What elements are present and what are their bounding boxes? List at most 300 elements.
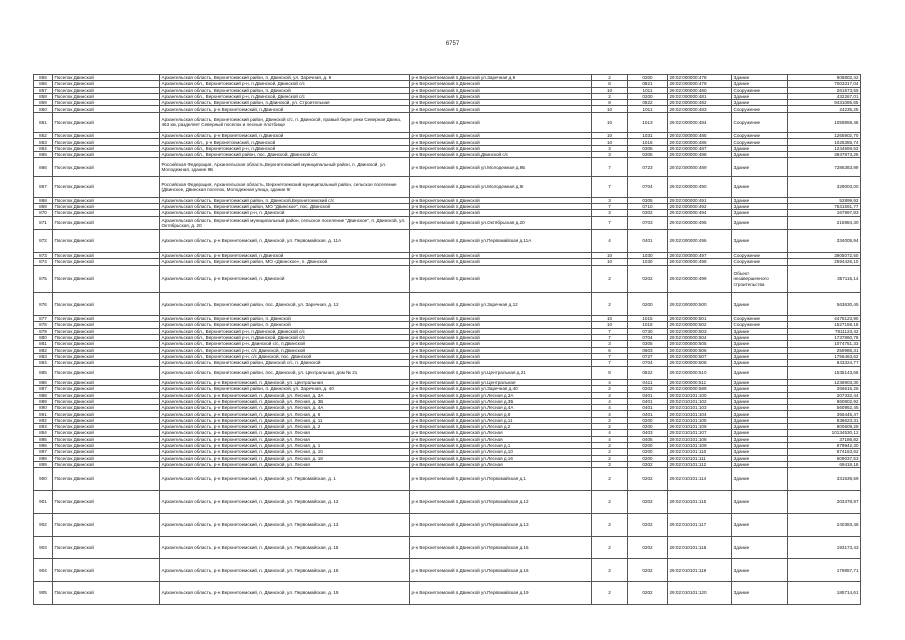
class-code: 0200 [628,442,668,448]
cadastral-number: 29:02:000000:489 [668,158,732,177]
class-code: 0704 [628,177,668,197]
full-address: Архангельская область, р-н Верхнетоемский, п. Двинской, ул. Первомайская, д. 11А [160,230,410,253]
owner-name: Поселок Двинской [53,341,160,347]
object-type: Здание [732,230,788,253]
full-address: Архангельская область, р-н Верхнетоемский, п. Двинской, ул. Первомайская, д. 12 [160,490,410,513]
short-address: р-н Верхнетоемский п.Двинской ул.Лесная д.10 [410,449,592,455]
short-address: р-н Верхнетоемский п.Двинской ул.Заречная д.12 [410,293,592,316]
cadastral-number: 29:02:000000:480 [668,87,732,93]
cadastral-number: 29:02:000000:495 [668,216,732,230]
cadastral-value: 1535143,66 [788,366,861,380]
cadastral-value: 906802,42 [788,75,861,81]
full-address: Архангельская область, Верхнетоемский муниципальный район, сельское поселение "Двинское", п. Двинской, ул. Октябрьская, д. 20 [160,216,410,230]
object-type: Здание [732,210,788,216]
object-type: Здание [732,411,788,417]
short-address: р-н Верхнетоемский п.Двинской ул.Заречная д.40 [410,386,592,392]
owner-name: Поселок Двинской [53,87,160,93]
cadastral-value: 7286383,99 [788,158,861,177]
row-number: 856 [34,81,53,87]
row-number: 890 [34,405,53,411]
full-address: Архангельская область, Верхнетоемский р-н, п. Двинской [160,210,410,216]
class-code: 1030 [628,252,668,258]
class-code: 0202 [628,582,668,605]
full-address: Архангельская область, р-н Верхнетоемский, п. Двинской, ул. Первомайская, д. 1 [160,468,410,491]
cadastral-value: 1236903,30 [788,380,861,386]
class-code: 0730 [628,328,668,334]
class-code: 0202 [628,536,668,559]
class-group: 4 [592,405,628,411]
cadastral-number: 29:02:010101:112 [668,461,732,467]
class-group: 7 [592,216,628,230]
object-type: Сооружение [732,87,788,93]
cadastral-number: 29:02:000000:502 [668,322,732,328]
class-code: 0202 [628,468,668,491]
object-type: Здание [732,328,788,334]
row-number: 891 [34,411,53,417]
class-group: 10 [592,106,628,112]
short-address: р-н Верхнетоемский п.Двинской [410,335,592,341]
short-address: р-н Верхнетоемский п.Двинской ул.Лесная д.16 [410,455,592,461]
object-type: Объект незавершенного строительства [732,265,788,293]
cadastral-number: 29:02:000000:499 [668,265,732,293]
class-group: 2 [592,468,628,491]
cadastral-value: 7003317,04 [788,81,861,87]
cadastral-value: 838623,31 [788,417,861,423]
row-number: 892 [34,417,53,423]
object-type: Здание [732,360,788,366]
owner-name: Поселок Двинской [53,106,160,112]
cadastral-number: 29:02:000000:503 [668,328,732,334]
class-group: 7 [592,360,628,366]
table-row [34,536,861,559]
table-row [34,468,861,491]
owner-name: Поселок Двинской [53,436,160,442]
short-address: р-н Верхнетоемский п.Двинской ул.Лесная [410,461,592,467]
cadastral-value: 9431085,65 [788,100,861,106]
class-code: 0202 [628,265,668,293]
class-code: 0305 [628,341,668,347]
row-number: 883 [34,353,53,359]
cadastral-number: 29:02:000000:487 [668,145,732,151]
row-number: 864 [34,145,53,151]
cadastral-value: 1265902,70 [788,133,861,139]
object-type: Сооружение [732,316,788,322]
owner-name: Поселок Двинской [53,455,160,461]
owner-name: Поселок Двинской [53,392,160,398]
owner-name: Поселок Двинской [53,468,160,491]
full-address: Архангельская область, р-н Верхнетоемский, п. Двинской, ул. Лесная, д. 11 [160,417,410,423]
row-number: 884 [34,360,53,366]
cadastral-value: 261573,55 [788,87,861,93]
short-address: р-н Верхнетоемский п.Двинской [410,139,592,145]
full-address: Архангельская область, р-н Верхнетоемский, п. Двинской, ул. Лесная, д. 3Б [160,398,410,404]
class-code: 1015 [628,316,668,322]
class-code: 0401 [628,230,668,253]
cadastral-number: 29:02:010101:103 [668,405,732,411]
short-address: р-н Верхнетоемский п.Двинской ул.Первомайская д.11А [410,230,592,253]
cadastral-number: 29:02:010101:111 [668,455,732,461]
object-type: Здание [732,417,788,423]
table-body [34,75,861,605]
row-number: 900 [34,468,53,491]
short-address: р-н Верхнетоемский п.Двинской ул.Первомайская д.16 [410,559,592,582]
class-code: 0401 [628,405,668,411]
class-group: 4 [592,398,628,404]
cadastral-value: 207332,44 [788,392,861,398]
owner-name: Поселок Двинской [53,259,160,265]
cadastral-value: 1059859,46 [788,112,861,132]
owner-name: Поселок Двинской [53,100,160,106]
class-group: 2 [592,513,628,536]
object-type: Здание [732,93,788,99]
owner-name: Поселок Двинской [53,449,160,455]
row-number: 881 [34,341,53,347]
owner-name: Поселок Двинской [53,210,160,216]
full-address: Архангельская обл., Верхнетоемский р-н, с/с Двинской, п.Двинской [160,347,410,353]
cadastral-value: 2594426,10 [788,259,861,265]
full-address: Архангельская область, р-н Верхнетоемский, п. Двинской, ул. Лесная, д. 2 [160,424,410,430]
cadastral-value: 3905072,50 [788,252,861,258]
cadastral-value: 331639,59 [788,468,861,491]
owner-name: Поселок Двинской [53,398,160,404]
full-address: Архангельская область, р-н Верхнетоемский, п. Двинской, ул. Первомайская, д. 15 [160,536,410,559]
row-number: 898 [34,455,53,461]
class-code: 0401 [628,411,668,417]
object-type: Здание [732,293,788,316]
full-address: Архангельская область, р-н Верхнетоемский, п. Двинской, ул. Лесная, д. 1 [160,442,410,448]
class-code: 0200 [628,417,668,423]
class-group: 3 [592,341,628,347]
cadastral-number: 29:02:000000:481 [668,93,732,99]
row-number: 867 [34,177,53,197]
class-group: 7 [592,335,628,341]
class-group: 10 [592,133,628,139]
class-group: 4 [592,436,628,442]
row-number: 889 [34,398,53,404]
cadastral-value: 1244559,53 [788,145,861,151]
cadastral-value: 193173,43 [788,536,861,559]
object-type: Здание [732,455,788,461]
row-number: 879 [34,328,53,334]
cadastral-value: 52899,93 [788,197,861,203]
cadastral-number: 29:02:010101:106 [668,424,732,430]
cadastral-number: 29:02:000000:589 [668,386,732,392]
cadastral-number: 29:02:000000:508 [668,360,732,366]
cadastral-value: 357115,14 [788,265,861,293]
cadastral-number: 29:02:000000:482 [668,100,732,106]
class-group: 10 [592,139,628,145]
object-type: Здание [732,513,788,536]
object-type: Сооружение [732,139,788,145]
class-group: 2 [592,75,628,81]
class-code: 0200 [628,424,668,430]
object-type: Здание [732,177,788,197]
full-address: Архангельская область, р-н Верхнетоемский, п. Двинской, ул. Лесная, д. 4А [160,405,410,411]
object-type: Сооружение [732,106,788,112]
class-code: 0200 [628,75,668,81]
table-row [34,366,861,380]
owner-name: Поселок Двинской [53,430,160,436]
object-type: Здание [732,430,788,436]
class-group: 3 [592,210,628,216]
full-address: Архангельская область, Верхнетоемский район, п.Двинской, ул. Строительная [160,100,410,106]
table-row [34,582,861,605]
cadastral-value: 203478,97 [788,490,861,513]
class-group: 2 [592,536,628,559]
owner-name: Поселок Двинской [53,316,160,322]
cadastral-number: 29:02:010101:115 [668,490,732,513]
full-address: Архангельская обл., Верхнетоемский р-н, п.Двинской, Двинской с/с [160,335,410,341]
short-address: р-н Верхнетоемский п.Двинской [410,316,592,322]
owner-name: Поселок Двинской [53,197,160,203]
row-number: 874 [34,259,53,265]
short-address: р-н Верхнетоемский п.Двинской [410,93,592,99]
owner-name: Поселок Двинской [53,386,160,392]
cadastral-number: 29:02:000000:478 [668,75,732,81]
cadastral-value: 609037,63 [788,455,861,461]
cadastral-value: 800609,28 [788,424,861,430]
row-number: 866 [34,158,53,177]
cadastral-value: 1025355,74 [788,139,861,145]
owner-name: Поселок Двинской [53,417,160,423]
full-address: Архангельская область, р-н Верхнетоемский, п. Двинской, ул. Лесная [160,461,410,467]
class-code: 0302 [628,210,668,216]
object-type: Здание [732,405,788,411]
short-address: р-н Верхнетоемский п.Двинской ул.Молодежная д.9г [410,177,592,197]
row-number: 902 [34,513,53,536]
full-address: Архангельская обл., Верхнетоемский р-н, Двинской с/с, п.Двинской [160,341,410,347]
row-number: 880 [34,335,53,341]
object-type: Здание [732,216,788,230]
row-number: 858 [34,93,53,99]
class-code: 0200 [628,93,668,99]
short-address: р-н Верхнетоемский п.Двинской [410,341,592,347]
short-address: р-н Верхнетоемский п.Двинской [410,204,592,210]
short-address: р-н Верхнетоемский п.Двинской [410,87,592,93]
class-group: 2 [592,424,628,430]
class-code: 0401 [628,398,668,404]
class-group: 2 [592,559,628,582]
cadastral-value: 874163,62 [788,449,861,455]
owner-name: Поселок Двинской [53,81,160,87]
row-number: 899 [34,461,53,467]
cadastral-value: 1527158,18 [788,322,861,328]
object-type: Сооружение [732,133,788,139]
class-code: 0821 [628,81,668,87]
row-number: 878 [34,322,53,328]
full-address: Архангельская область, Верхнетоемский район, пос. Двинской, ул. Заречная, д. 12 [160,293,410,316]
short-address: р-н Верхнетоемский п.Двинской ул.Лесная [410,436,592,442]
cadastral-number: 29:02:000000:494 [668,210,732,216]
class-code: 0704 [628,360,668,366]
row-number: 893 [34,424,53,430]
short-address: р-н Верхнетоемский п.Двинской [410,133,592,139]
object-type: Сооружение [732,252,788,258]
row-number: 870 [34,210,53,216]
class-code: 0704 [628,335,668,341]
class-group: 2 [592,93,628,99]
full-address: Архангельская область, Верхнетоемский район, пос. Двинской, ул. Центральная, дом № 21 [160,366,410,380]
class-code: 0305 [628,152,668,158]
class-code: 0302 [628,461,668,467]
row-number: 868 [34,197,53,203]
cadastral-number: 29:02:010101:108 [668,436,732,442]
owner-name: Поселок Двинской [53,112,160,132]
full-address: Российская Федерация, Архангельская область, Верхнетоемский муниципальный район, сельское поселение (Двинское, Двинская поселок, Молодежная улица, здание 9г [160,177,410,197]
cadastral-value: 329003,00 [788,177,861,197]
table-row [34,559,861,582]
row-number: 872 [34,230,53,253]
object-type: Здание [732,392,788,398]
class-group: 2 [592,293,628,316]
short-address: р-н Верхнетоемский п.Двинской [410,265,592,293]
full-address: Архангельская область, Верхнетоемский район, п. Двинской,Верхнетоемский с/с [160,197,410,203]
owner-name: Поселок Двинской [53,490,160,513]
class-code: 0200 [628,293,668,316]
class-group: 10 [592,316,628,322]
class-group: 7 [592,353,628,359]
class-code: 0703 [628,216,668,230]
cadastral-value: 1737860,78 [788,335,861,341]
cadastral-value: 24235,25 [788,106,861,112]
cadastral-number: 29:02:000000:500 [668,293,732,316]
full-address: Архангельская обл., Верхнетоемский р-н, п.Двинской, Двинской с/с [160,81,410,87]
row-number: 895 [34,436,53,442]
row-number: 887 [34,386,53,392]
table-row [34,230,861,253]
object-type: Здание [732,398,788,404]
full-address: Архангельская область, р-н Верхнетоемский, п. Двинской, ул. Первомайская, д. 19 [160,582,410,605]
class-group: 10 [592,112,628,132]
full-address: Архангельская область, Верхнетоемский район, п. Двинской [160,87,410,93]
class-code: 0723 [628,158,668,177]
short-address: р-н Верхнетоемский п.Двинской [410,100,592,106]
full-address: Архангельская область, р-н Верхнетоемский, п. Двинской [160,265,410,293]
class-code: 1030 [628,259,668,265]
short-address: р-н Верхнетоемский п.Двинской,Двинской с/с [410,152,592,158]
object-type: Здание [732,461,788,467]
row-number: 871 [34,216,53,230]
owner-name: Поселок Двинской [53,353,160,359]
short-address: р-н Верхнетоемский п.Двинской ул.Октябрьская д.20 [410,216,592,230]
object-type: Здание [732,559,788,582]
short-address: р-н Верхнетоемский п.Двинской [410,322,592,328]
owner-name: Поселок Двинской [53,204,160,210]
class-code: 0822 [628,366,668,380]
owner-name: Поселок Двинской [53,145,160,151]
full-address: Архангельская область, р-н Верхнетоемский, п. Двинской, ул. Центральная [160,380,410,386]
cadastral-value: 185714,61 [788,582,861,605]
owner-name: Поселок Двинской [53,360,160,366]
short-address: р-н Верхнетоемский п.Двинской ул.Лесная [410,430,592,436]
class-group: 8 [592,81,628,87]
row-number: 894 [34,430,53,436]
class-code: 0305 [628,197,668,203]
class-group: 7 [592,158,628,177]
class-group: 3 [592,461,628,467]
cadastral-number: 29:02:010101:104 [668,411,732,417]
cadastral-number: 29:02:000000:484 [668,112,732,132]
row-number: 877 [34,316,53,322]
class-code: 0202 [628,559,668,582]
row-number: 855 [34,75,53,81]
class-code: 0200 [628,449,668,455]
short-address: р-н Верхнетоемский п.Двинской ул.Первомайская д.1 [410,468,592,491]
full-address: Архангельская область, р-н Верхнетоемский, п. Двинской, ул. Первомайская, д. 16 [160,559,410,582]
row-number: 865 [34,152,53,158]
owner-name: Поселок Двинской [53,322,160,328]
short-address: р-н Верхнетоемский п.Двинской [410,252,592,258]
full-address: Архангельская область, Верхнетоемский район, п. Двинской [160,322,410,328]
cadastral-value: 240383,46 [788,513,861,536]
cadastral-number: 29:02:010101:109 [668,442,732,448]
owner-name: Поселок Двинской [53,559,160,582]
class-code: 1011 [628,106,668,112]
object-type: Здание [732,424,788,430]
class-group: 8 [592,100,628,106]
cadastral-number: 29:02:010101:119 [668,559,732,582]
owner-name: Поселок Двинской [53,252,160,258]
full-address: Архангельская область, р-н Верхнетоемский, п. Двинской, ул. Лесная [160,436,410,442]
short-address: р-н Верхнетоемский п.Двинской [410,328,592,334]
cadastral-value: 69418,18 [788,461,861,467]
short-address: р-н Верхнетоемский п.Двинской [410,197,592,203]
cadastral-number: 29:02:010101:114 [668,468,732,491]
cadastral-value: 37186,82 [788,436,861,442]
row-number: 873 [34,252,53,258]
cadastral-value: 563630,45 [788,293,861,316]
table-row [34,112,861,132]
class-group: 4 [592,230,628,253]
cadastral-value: 7811123,42 [788,328,861,334]
class-code: 0822 [628,100,668,106]
table-row [34,490,861,513]
object-type: Здание [732,536,788,559]
full-address: Архангельская область, р-н Верхнетоемский, п. Двинской, ул. Лесная, д. 18 [160,455,410,461]
cadastral-number: 29:02:010101:107 [668,430,732,436]
owner-name: Поселок Двинской [53,158,160,177]
object-type: Здание [732,380,788,386]
cadastral-number: 29:02:000000:490 [668,177,732,197]
class-code: 1016 [628,139,668,145]
full-address: Архангельская область, р-н Верхнетоемский, п.Двинской [160,133,410,139]
object-type: Здание [732,582,788,605]
class-group: 7 [592,177,628,197]
class-group: 3 [592,197,628,203]
full-address: Архангельская область, р-н Верхнетоемский, п. Двинской, ул. Первомайская, д. 13 [160,513,410,536]
short-address: р-н Верхнетоемский п.Двинской [410,145,592,151]
object-type: Сооружение [732,259,788,265]
class-code: 0202 [628,513,668,536]
page-number: 6757 [445,41,460,47]
object-type: Здание [732,152,788,158]
class-group: 8 [592,366,628,380]
class-group: 2 [592,582,628,605]
cadastral-number: 29:02:000000:496 [668,230,732,253]
owner-name: Поселок Двинской [53,75,160,81]
class-group: 2 [592,442,628,448]
cadastral-value: 259986,31 [788,347,861,353]
owner-name: Поселок Двинской [53,293,160,316]
class-code: 0727 [628,353,668,359]
cadastral-number: 29:02:000000:501 [668,316,732,322]
object-type: Здание [732,204,788,210]
full-address: Архангельская область, р-н Верхнетоемский, п.Двинской [160,106,410,112]
class-group: 3 [592,145,628,151]
class-code: 0403 [628,430,668,436]
class-code: 0305 [628,145,668,151]
table-row [34,513,861,536]
